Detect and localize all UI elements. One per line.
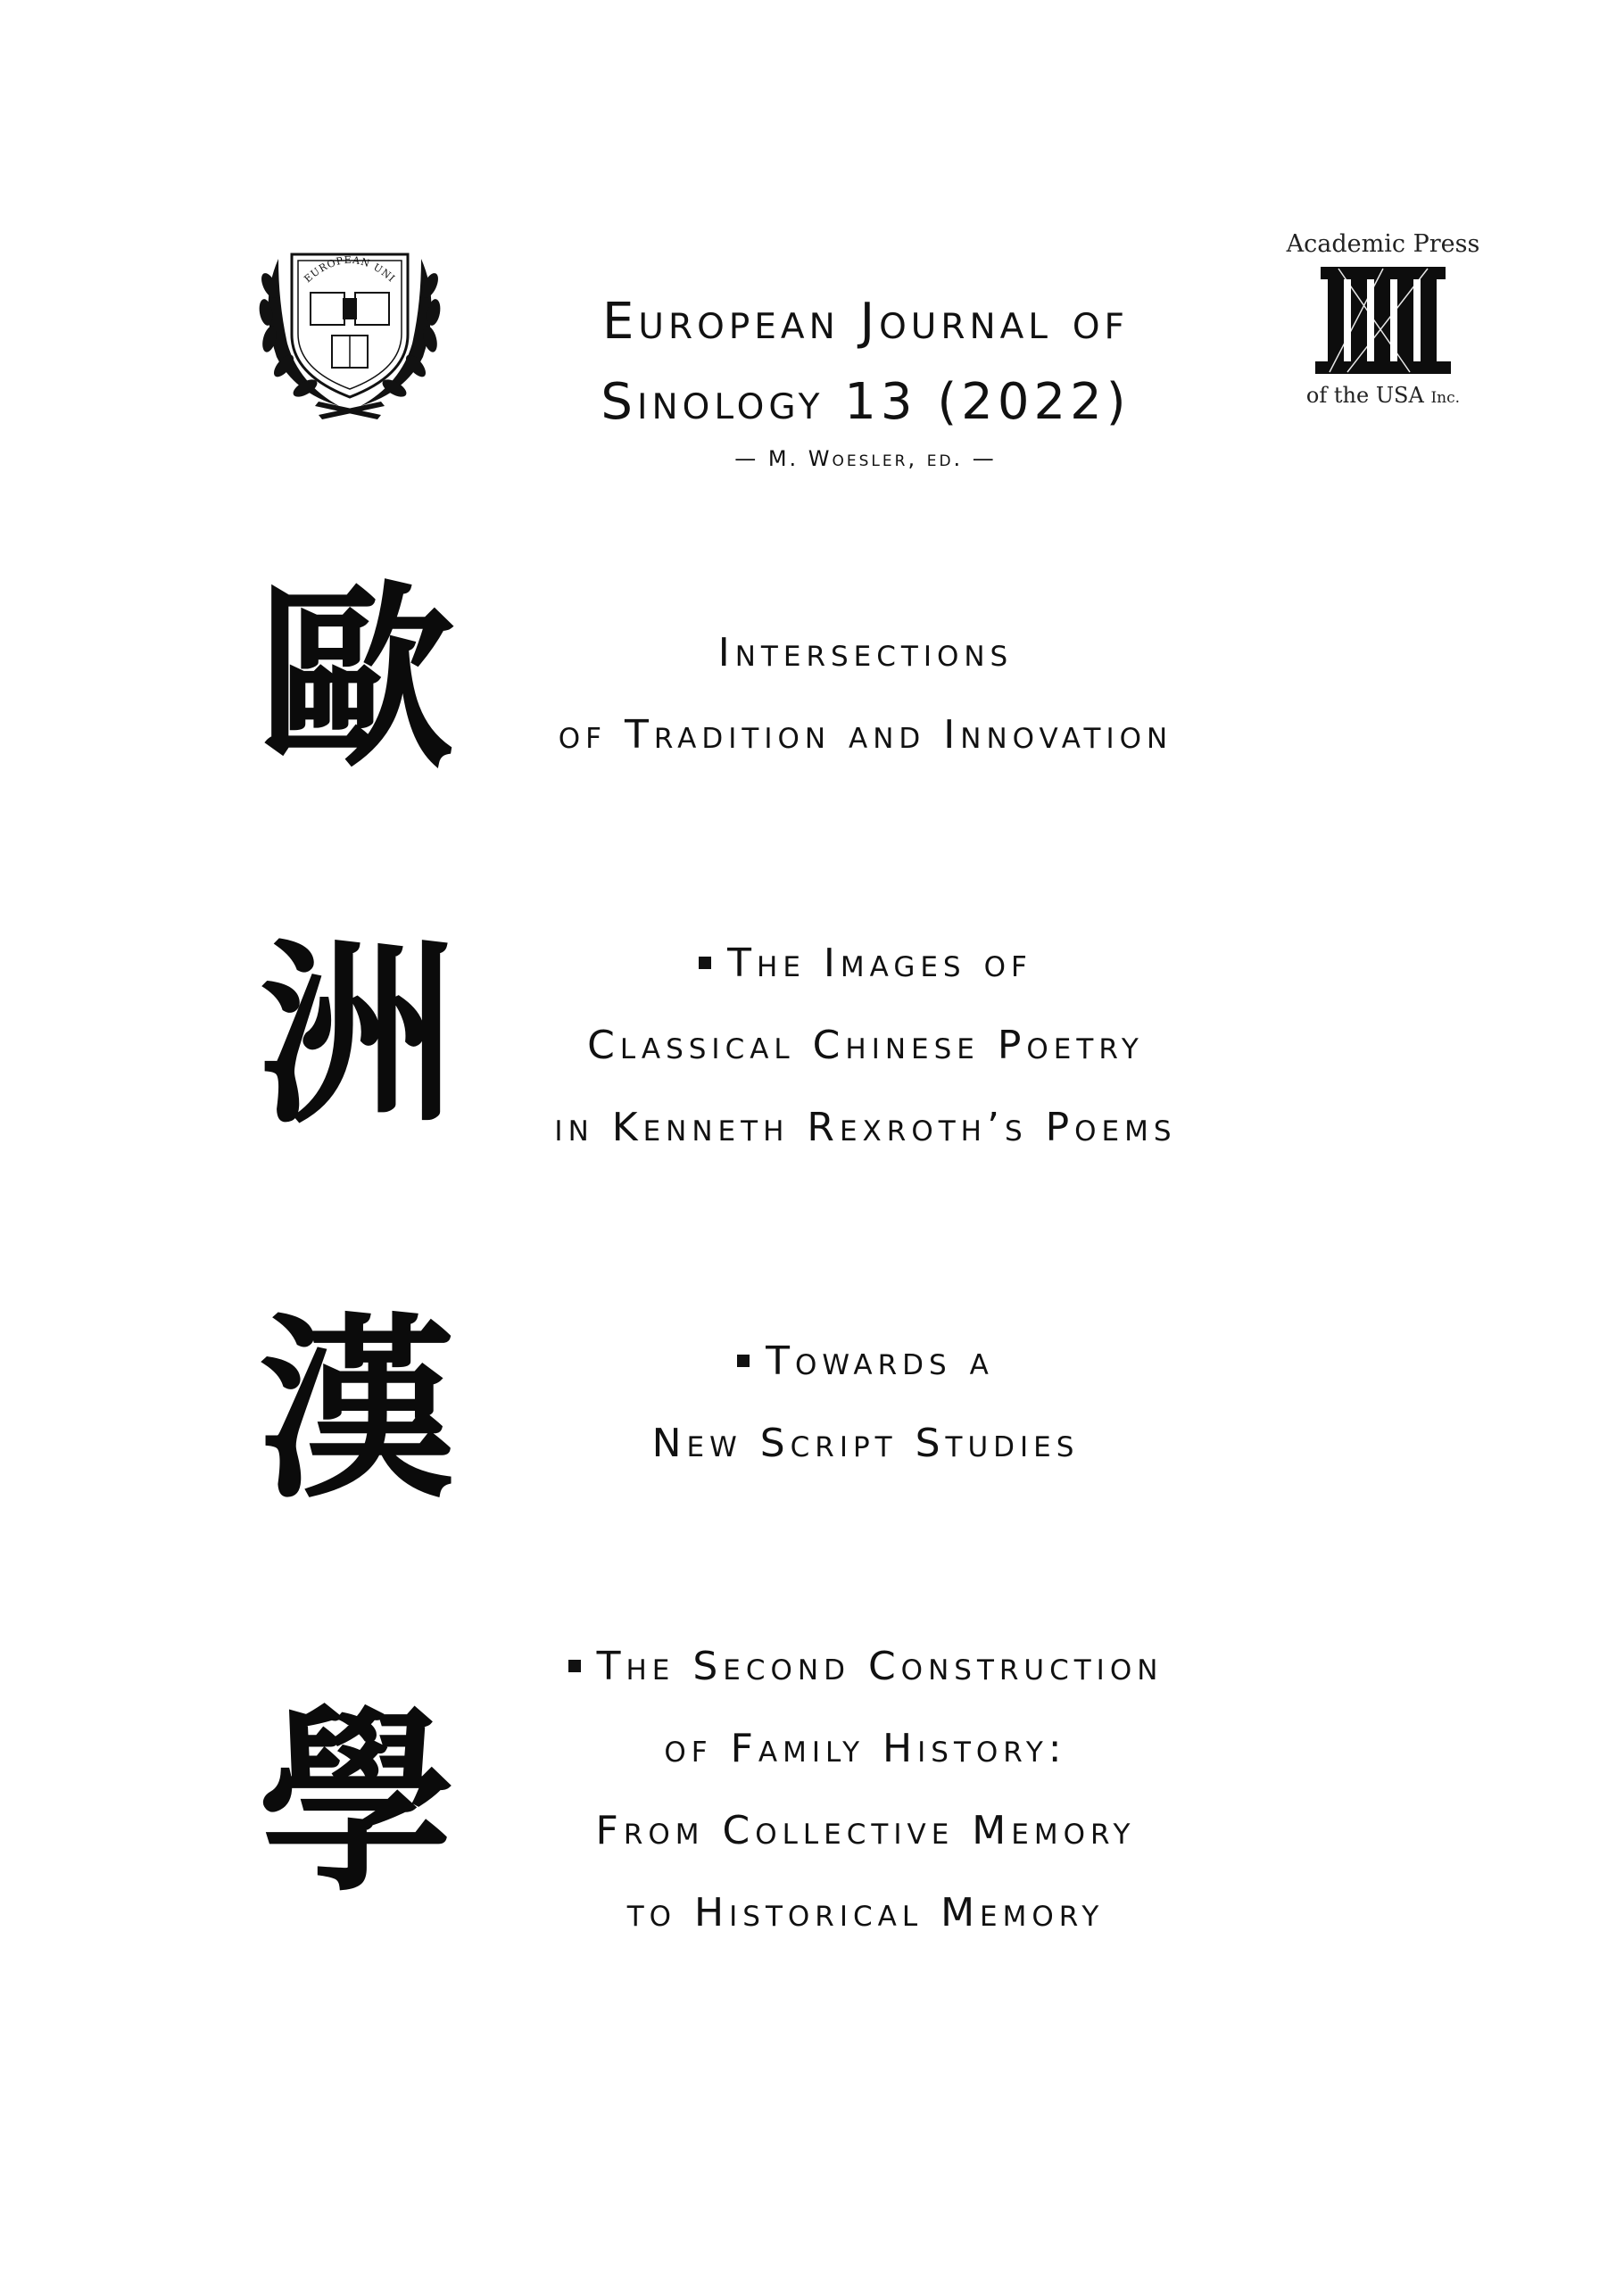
article-title-line: From Collective Memory [595,1808,1136,1853]
cjk-char-han: 漢 [258,1294,455,1525]
bullet-icon [737,1355,750,1367]
article-title-line: of Family History: [664,1726,1067,1771]
article-title-line: to Historical Memory [626,1890,1105,1935]
cjk-char-xue: 學 [258,1687,455,1918]
svg-text:EUROPEAN UNIVERSITY PRESS: EUROPEAN UNI [302,253,398,286]
cjk-char-zhou: 洲 [258,919,455,1150]
article-title-line: The Images of [464,923,1267,1005]
article-title-line: New Script Studies [651,1421,1080,1466]
academic-press-label: Academic Press [1286,230,1480,258]
article-title-line: The Second Construction [464,1626,1267,1708]
cjk-char-ou: 歐 [258,562,455,793]
article-title [464,1321,1267,1485]
academic-press-logo [1276,230,1490,427]
article-title-line: Classical Chinese Poetry [587,1023,1144,1068]
journal-title [464,282,1267,443]
bullet-icon [699,957,711,969]
academic-press-location: of the USA Inc. [1305,383,1461,408]
seal-emblem-icon [243,223,457,419]
journal-title-line-2: Sinology 13 (2022) [601,373,1131,431]
journal-title-line-1: European Journal of [602,293,1129,351]
editor-credit: — M. Woesler, ed. — [734,446,997,471]
issue-theme-line-2: of Tradition and Innovation [558,712,1173,758]
article-title [464,1626,1267,1954]
bullet-icon [568,1660,581,1672]
article-title-line: in Kenneth Rexroth’s Poems [554,1105,1177,1150]
article-title [464,923,1267,1169]
issue-theme [464,612,1267,776]
temple-columns-icon [1276,258,1490,383]
article-title-line: Towards a [464,1321,1267,1403]
european-university-press-logo [243,223,457,419]
issue-theme-line-1: Intersections [717,630,1014,676]
